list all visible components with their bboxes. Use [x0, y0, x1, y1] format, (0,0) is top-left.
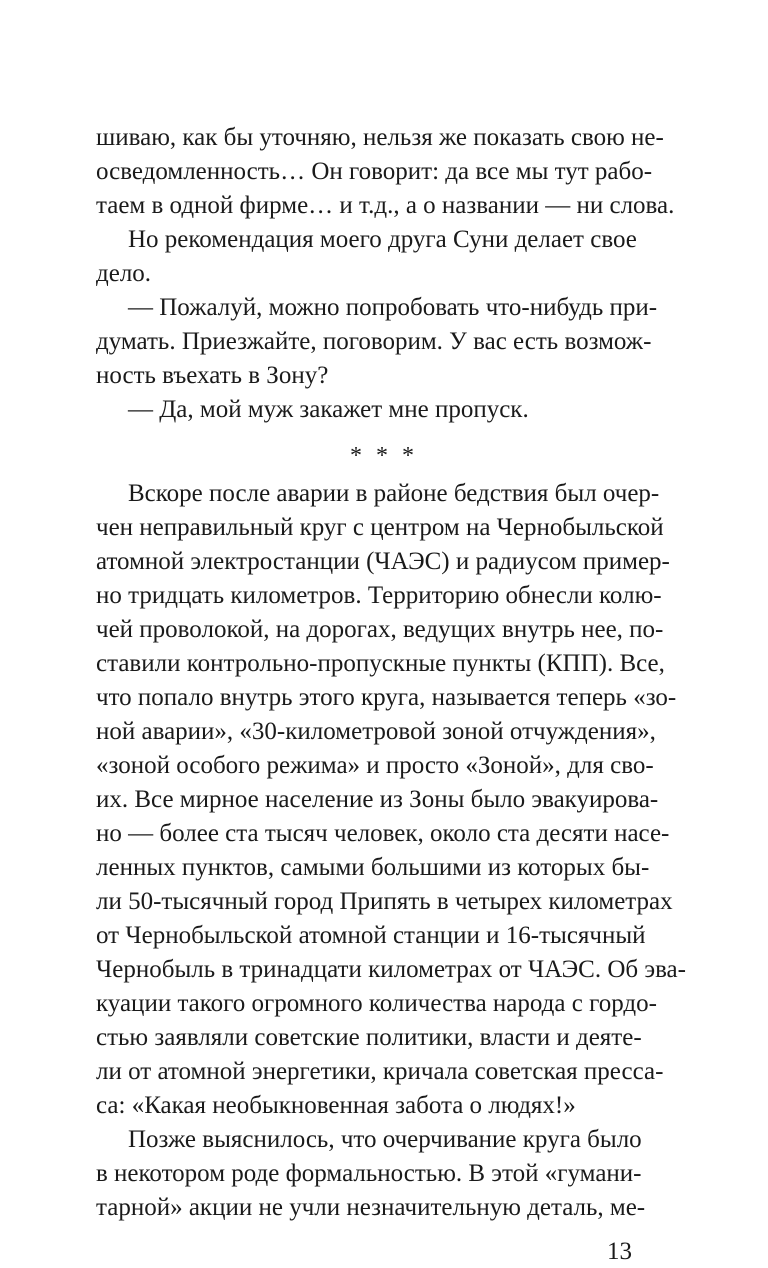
paragraph-5-line-16: куации такого огромного количества народа с гордо- — [96, 990, 657, 1017]
paragraph-2-line-2: дело. — [96, 260, 152, 287]
paragraph-5-line-10: их. Все мирное население из Зоны было эвакуирова- — [96, 786, 659, 813]
page-number: 13 — [607, 1238, 632, 1265]
paragraph-3-line-2: думать. Приезжайте, поговорим. У вас есть возмож- — [96, 328, 652, 355]
paragraph-2-line-1: Но рекомендация моего друга Суни делает свое — [128, 226, 637, 253]
paragraph-3-line-3: ность въехать в Зону? — [96, 362, 329, 389]
paragraph-5-line-4: но тридцать километров. Территорию обнесли колю- — [96, 582, 662, 609]
paragraph-6-line-2: в некотором роде формальностью. В этой «гумани- — [96, 1160, 642, 1187]
paragraph-5-line-5: чей проволокой, на дорогах, ведущих внутрь нее, по- — [96, 616, 664, 643]
paragraph-5-line-13: ли 50-тысячный город Припять в четырех километрах — [96, 888, 673, 915]
paragraph-5-line-17: стью заявляли советские политики, власти и деяте- — [96, 1024, 642, 1051]
section-separator: * * * — [350, 443, 418, 469]
paragraph-5-line-9: «зоной особого режима» и просто «Зоной», для сво- — [96, 752, 654, 779]
paragraph-6-line-1: Позже выяснилось, что очерчивание круга было — [128, 1126, 642, 1153]
paragraph-5-line-12: ленных пунктов, самыми большими из которых бы- — [96, 854, 650, 881]
paragraph-5-line-18: ли от атомной энергетики, кричала советская пресса- — [96, 1058, 664, 1085]
paragraph-5-line-15: Чернобыль в тринадцати километрах от ЧАЭС. Об эва- — [96, 956, 686, 983]
paragraph-5-line-3: атомной электростанции (ЧАЭС) и радиусом пример- — [96, 548, 670, 575]
paragraph-5-line-8: ной аварии», «30-километровой зоной отчуждения», — [96, 718, 656, 745]
paragraph-1-line-1: шиваю, как бы уточняю, нельзя же показать свою не- — [96, 124, 664, 151]
paragraph-1-line-2: осведомленность… Он говорит: да все мы тут рабо- — [96, 158, 653, 185]
paragraph-1-line-3: таем в одной фирме… и т.д., а о названии — ни слова. — [96, 192, 675, 219]
paragraph-5-line-1: Вскоре после аварии в районе бедствия был очер- — [128, 480, 660, 507]
paragraph-5-line-19: са: «Какая необыкновенная забота о людях!» — [96, 1092, 576, 1119]
paragraph-6-line-3: тарной» акции не учли незначительную деталь, ме- — [96, 1194, 646, 1221]
paragraph-4-line-1: — Да, мой муж закажет мне пропуск. — [128, 396, 529, 423]
paragraph-5-line-14: от Чернобыльской атомной станции и 16-тысячный — [96, 922, 646, 949]
paragraph-5-line-6: ставили контрольно-пропускные пункты (КПП). Все, — [96, 650, 665, 677]
paragraph-5-line-11: но — более ста тысяч человек, около ста десяти насе- — [96, 820, 670, 847]
paragraph-5-line-2: чен неправильный круг с центром на Чернобыльской — [96, 514, 664, 541]
paragraph-3-line-1: — Пожалуй, можно попробовать что-нибудь при- — [128, 294, 658, 321]
paragraph-5-line-7: что попало внутрь этого круга, называется теперь «зо- — [96, 684, 677, 711]
